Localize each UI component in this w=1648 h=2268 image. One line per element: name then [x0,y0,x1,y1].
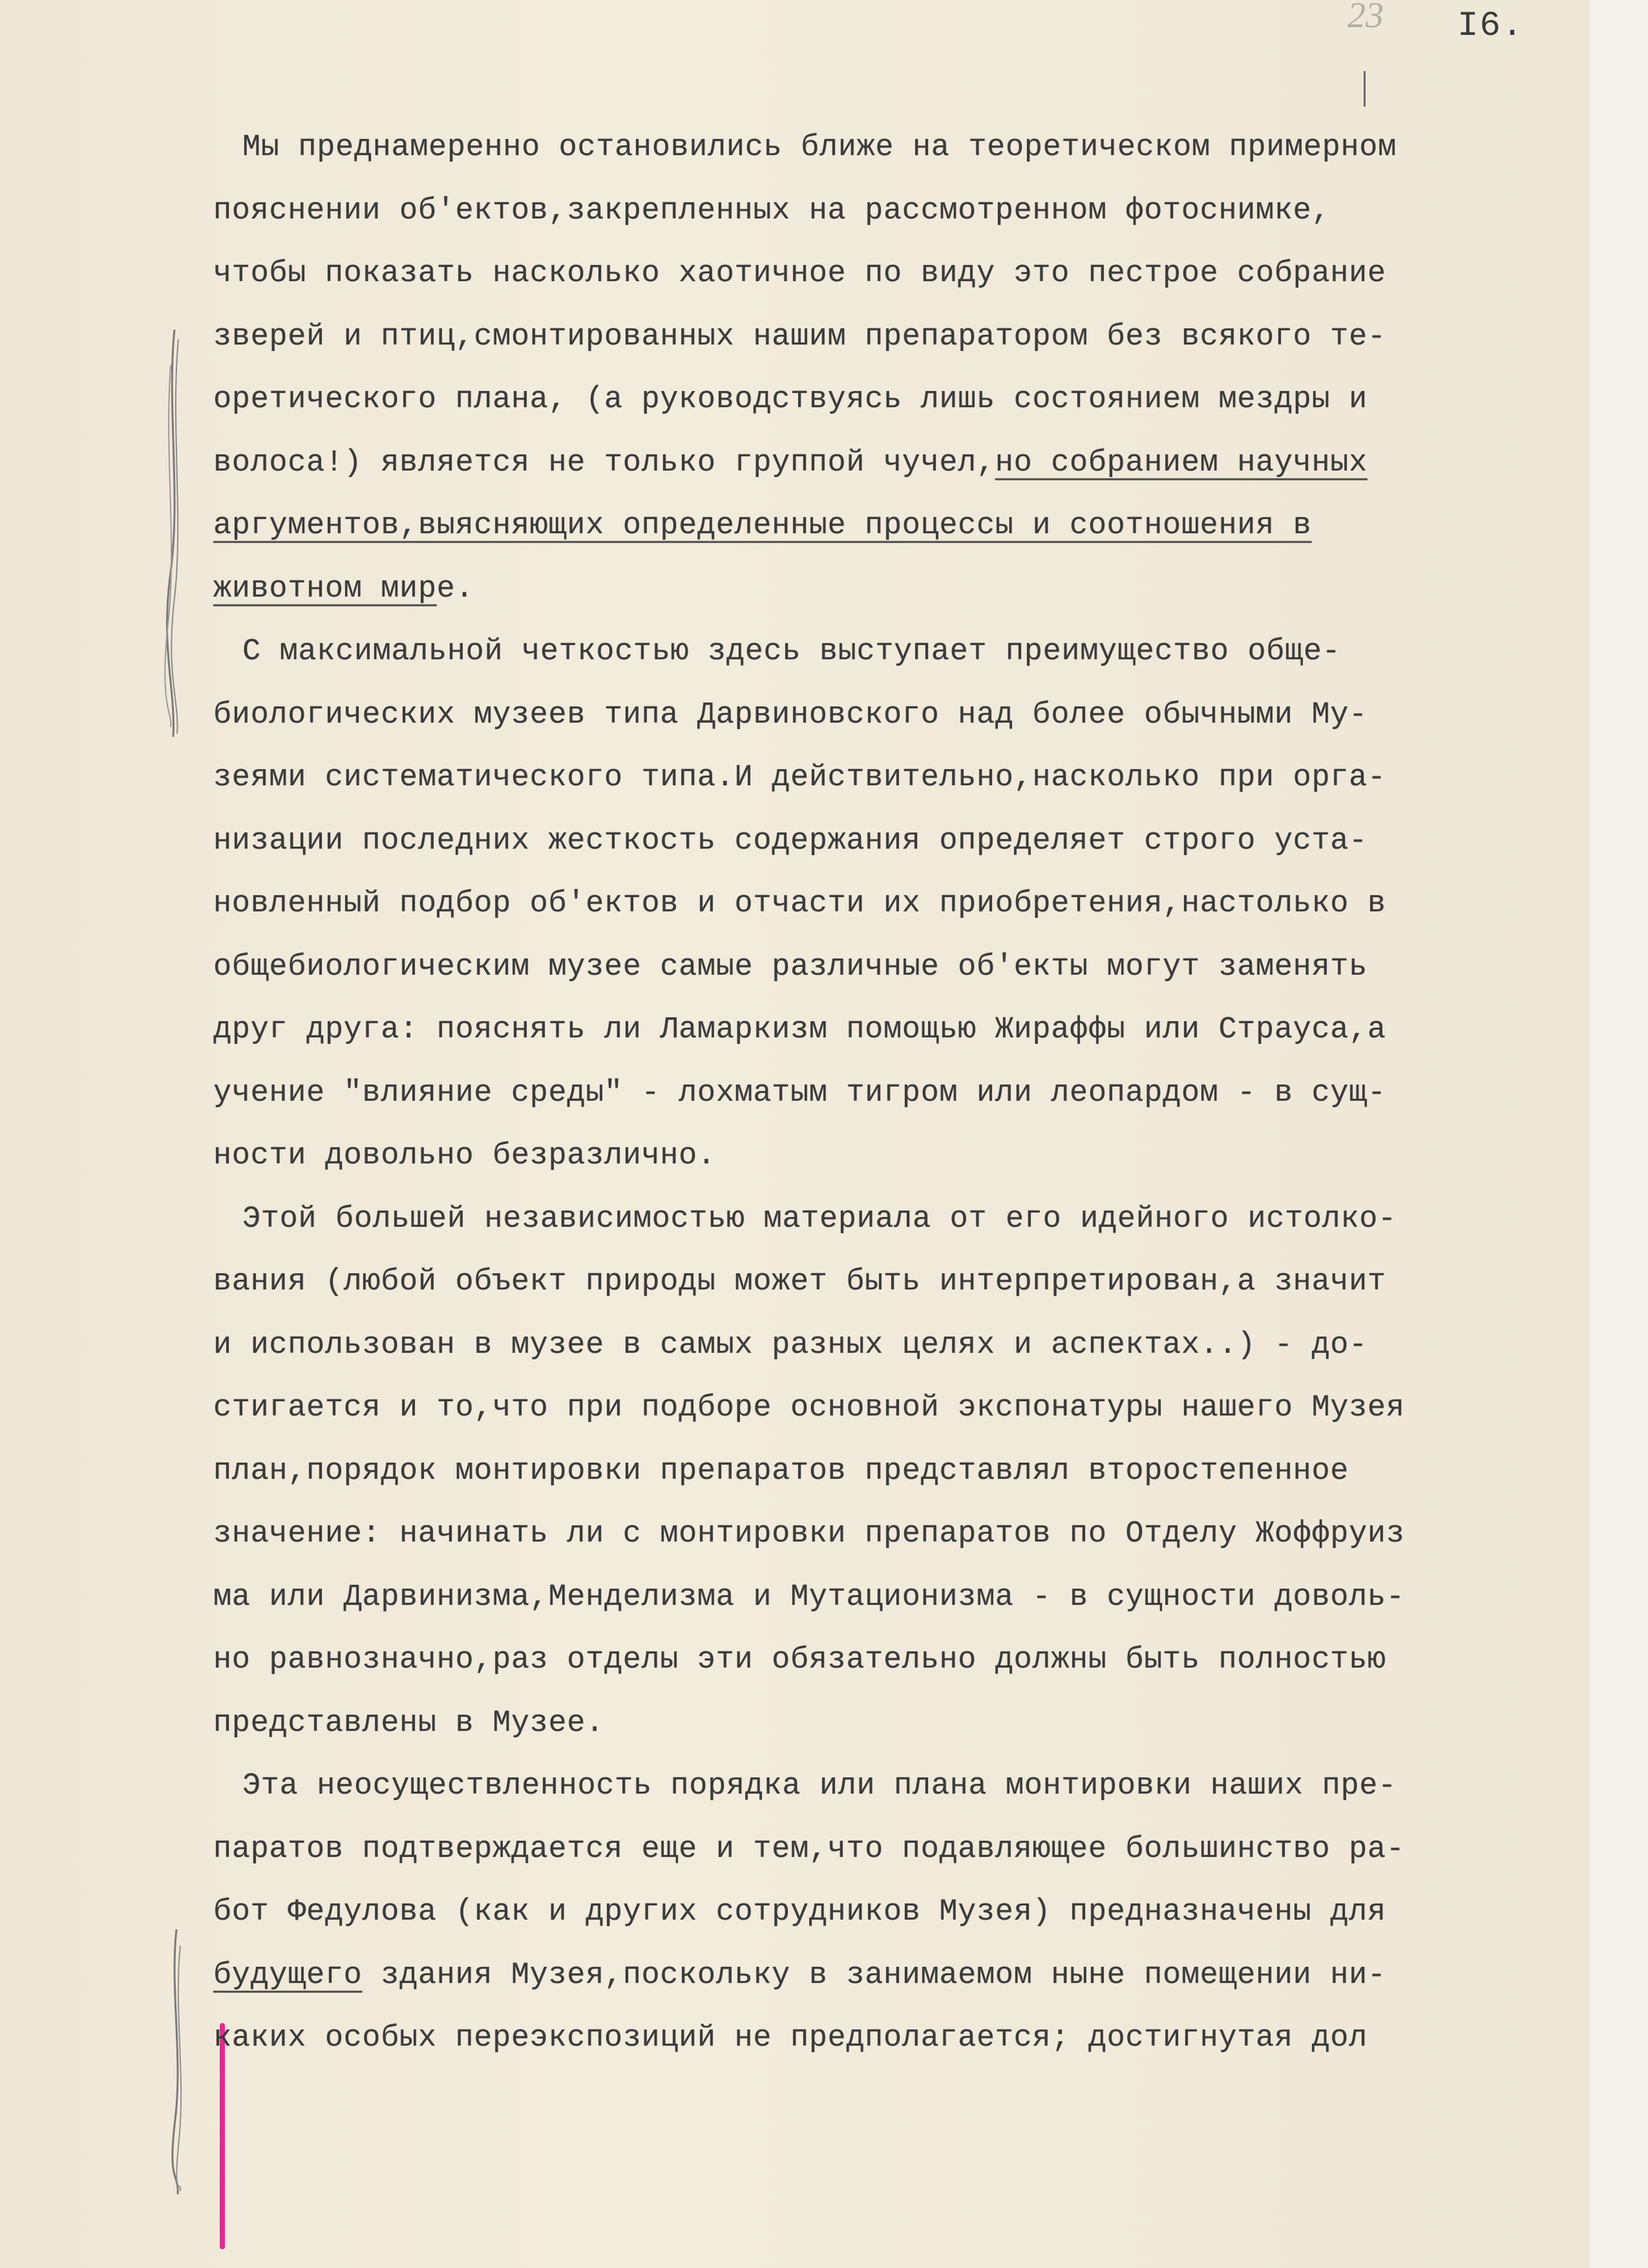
text-line: Мы преднамеренно остановились ближе на теоретическом примерном [242,131,1397,165]
text-line [213,558,1609,621]
text-line: вания (любой объект природы может быть интерпретирован,а значит [213,1265,1386,1299]
text-line: каких особых переэкспозиций не предполагается; достигнутая дол [213,2021,1368,2055]
text-line: пояснении об'ектов,закрепленных на рассмотренном фотоснимке, [213,193,1331,228]
text-fragment: . [455,571,474,606]
text-line: и использован в музее в самых разных целях и аспектах..) - до- [213,1328,1368,1362]
text-line: паратов подтверждается еще и тем,что подавляющее большинство ра- [213,1832,1405,1867]
text-line: зверей и птиц,смонтированных нашим препаратором без всякого те- [213,319,1386,354]
underlined-text-line: аргументов,выясняющих определенные процессы и соотношения в [213,509,1312,543]
pencil-tick-mark [1364,71,1366,107]
underlined-phrase: но собранием научных [995,445,1368,480]
typewritten-text [213,116,1609,2070]
text-line: план,порядок монтировки препаратов представлял второстепенное [213,1454,1349,1489]
page-number: I6. [1457,6,1525,46]
text-fragment: волоса!) является не только группой чучел, [213,445,995,480]
text-line: зеями систематического типа.И действительно,насколько при орга- [213,761,1386,795]
text-line: бот Федулова (как и других сотрудников Музея) предназначены для [213,1895,1386,1929]
text-line: друг друга: пояснять ли Ламаркизм помощью Жираффы или Страуса,а [213,1013,1386,1047]
pencil-margin-mark-lower [165,1926,191,2198]
text-line [213,1944,1609,2008]
text-line: оретичеcкого плана, (а руководствуясь лишь состоянием мездры и [213,383,1368,417]
text-fragment: здания Музея,поскольку в занимаемом ныне помещении ни- [362,1958,1386,1993]
text-line [213,432,1609,495]
text-line: Эта неосуществленность порядка или плана монтировки наших пре- [242,1769,1397,1803]
underlined-phrase: животном мир [213,571,437,606]
text-line: биологических музеев типа Дарвиновского над более обычными Му- [213,697,1368,732]
text-line: ма или Дарвинизма,Менделизма и Мутационизма - в сущности доволь- [213,1580,1405,1615]
text-line: низации последних жесткость содержания определяет строго уста- [213,823,1368,858]
text-fragment: е [436,571,456,606]
underlined-phrase: будущего [213,1958,363,1993]
text-line: С максимальной четкостью здесь выступает преимущество обще- [242,635,1341,669]
text-line: Этой большей независимостью материала от его идейного истолко- [242,1202,1397,1236]
text-line: ности довольно безразлично. [213,1139,716,1173]
text-line: значение: начинать ли с монтировки препаратов по Отделу Жоффруиз [213,1517,1405,1551]
text-line: чтобы показать насколько хаотичное по виду это пестрое собрание [213,257,1386,291]
text-line: общебиологическим музее самые различные об'екты могут заменять [213,949,1368,984]
text-line: стигается и то,что при подборе основной экспонатуры нашего Музея [213,1391,1405,1425]
text-line: новленный подбор об'ектов и отчасти их приобретения,настолько в [213,887,1386,921]
archive-folio-mark: 23 [1347,0,1384,36]
pencil-margin-mark [162,326,187,740]
text-line: представлены в Музее. [213,1706,604,1741]
text-line: учение "влияние среды" - лохматым тигром или леопардом - в сущ- [213,1076,1386,1110]
text-line: но равнозначно,раз отделы эти обязательно должны быть полностью [213,1643,1386,1677]
